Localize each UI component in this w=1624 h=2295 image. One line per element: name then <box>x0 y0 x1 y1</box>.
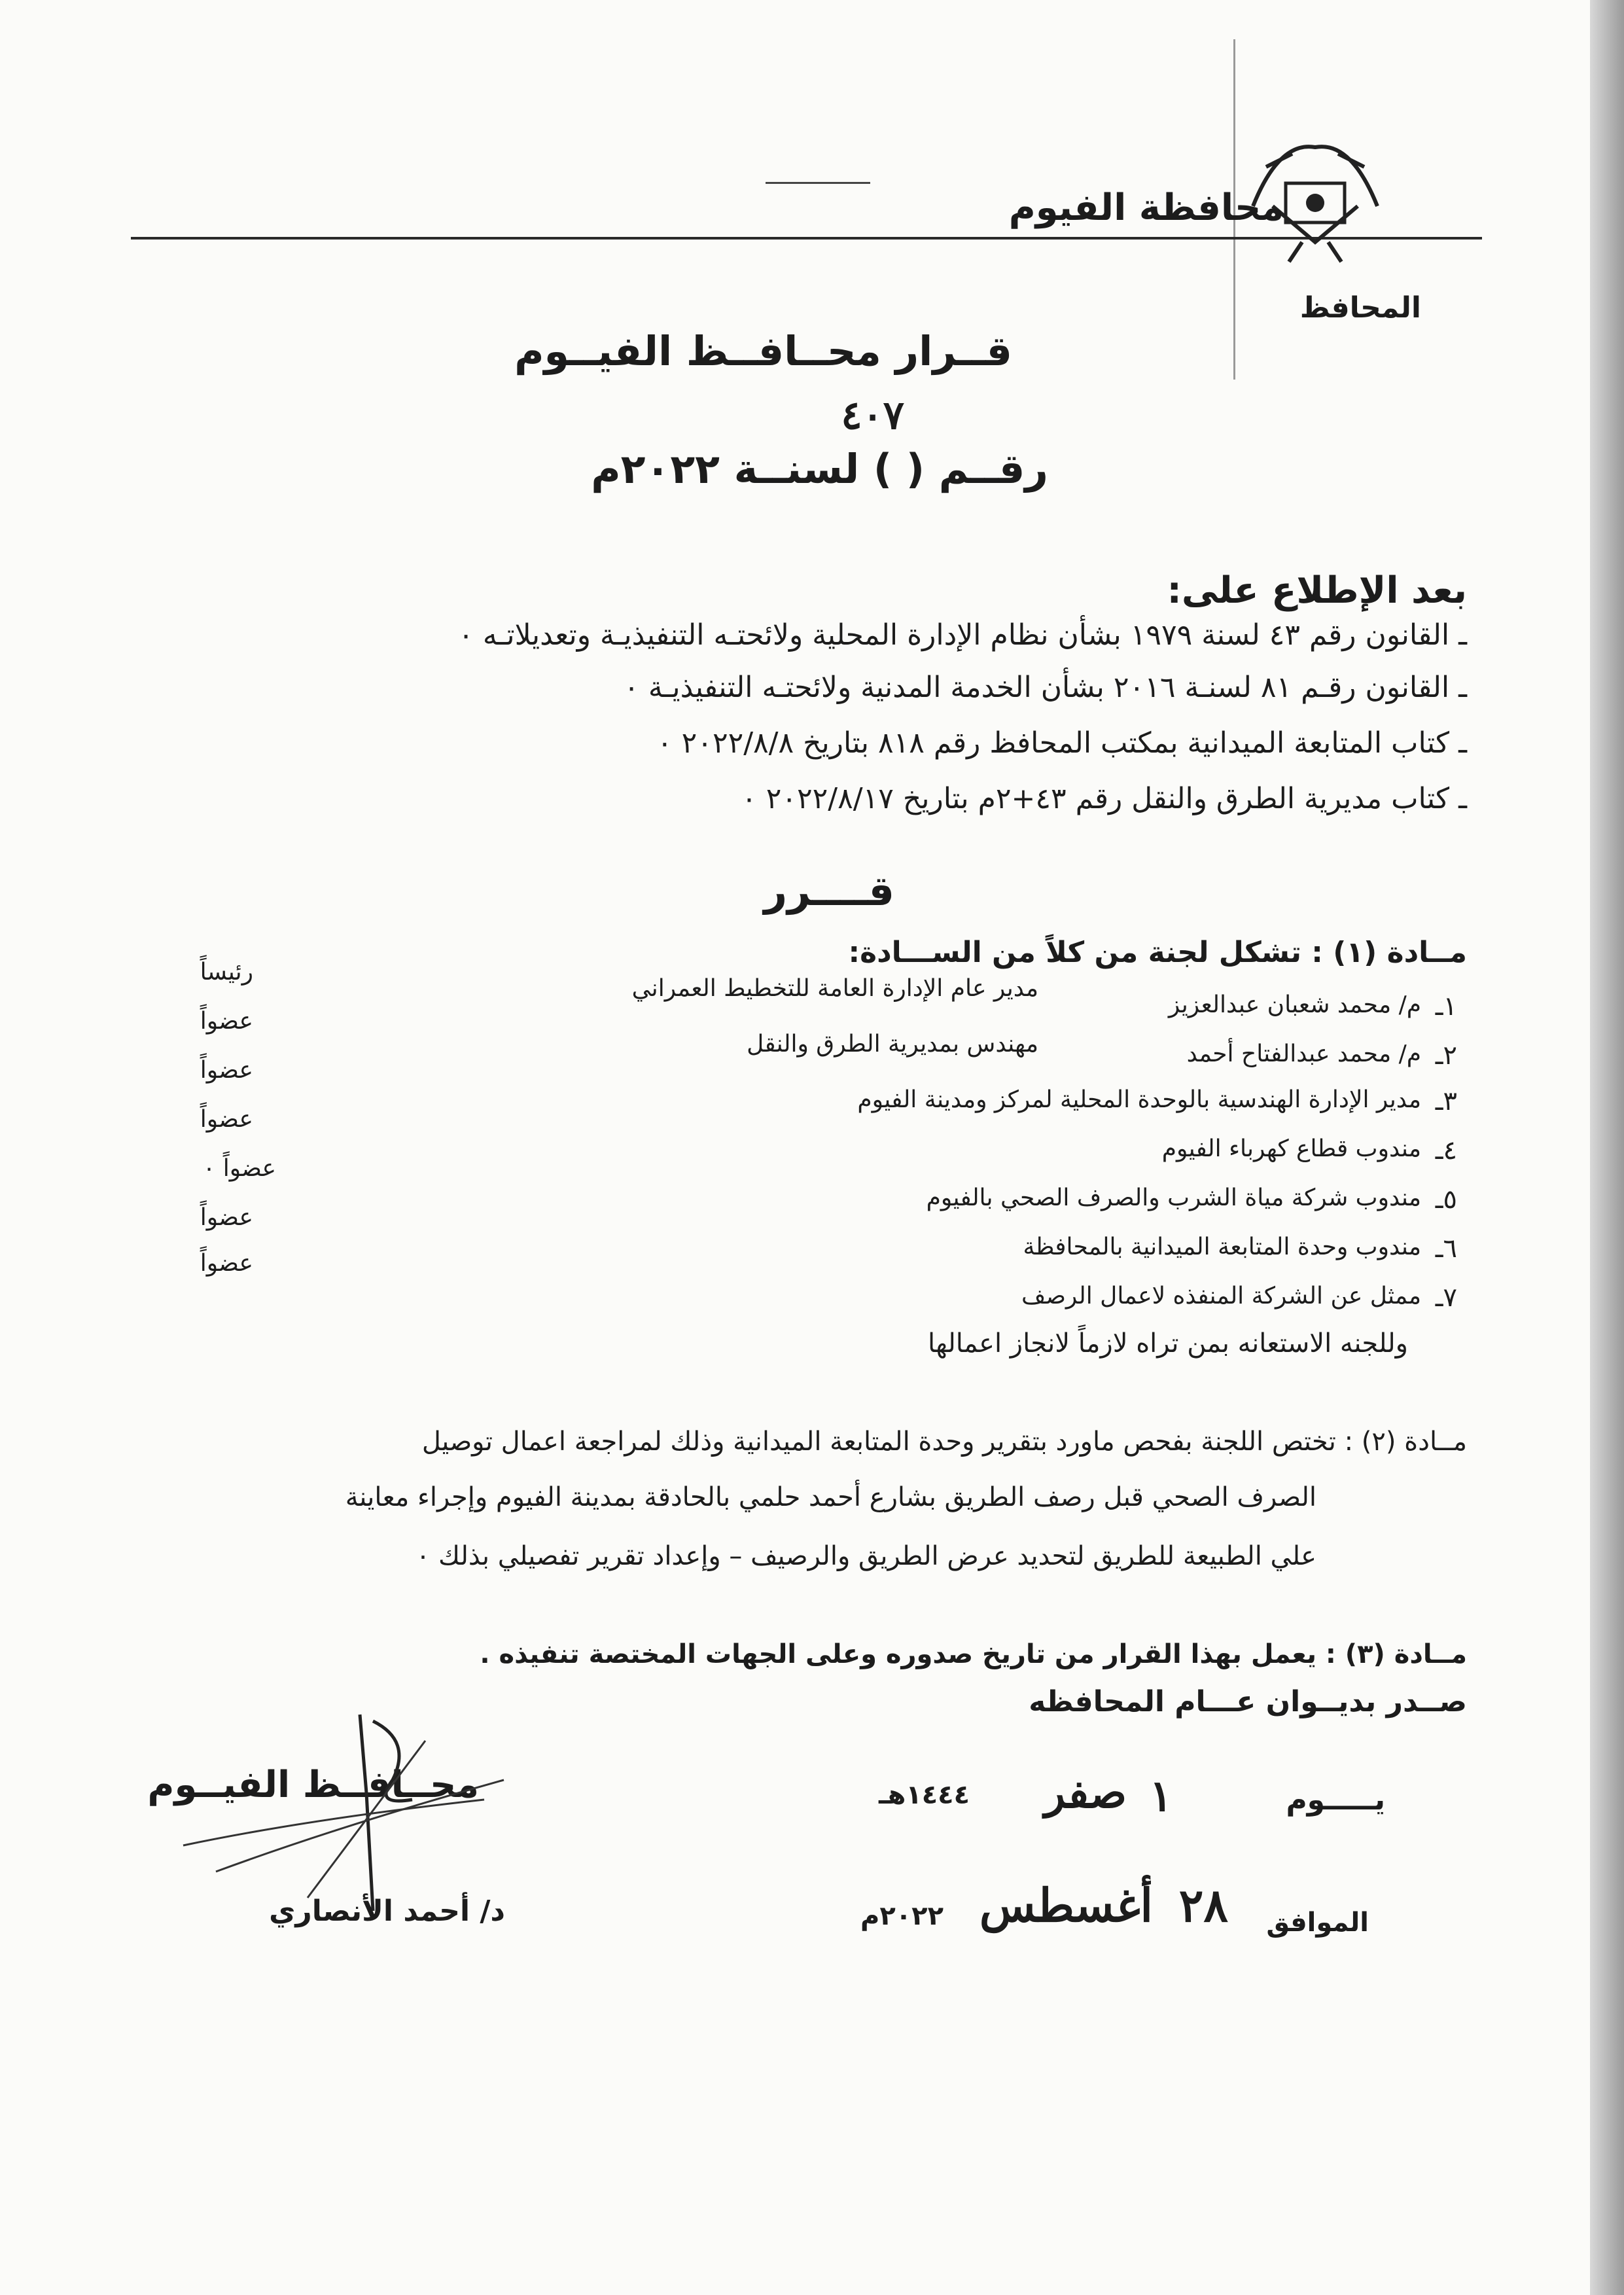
member-title: مندوب قطاع كهرباء الفيوم <box>1161 1135 1421 1162</box>
member-role: عضواً <box>200 1008 253 1035</box>
article-1-label: مــادة (١) : تشكل لجنة من كلاً من الســـادة: <box>848 936 1467 969</box>
article-3-text: مــادة (٣) : يعمل بهذا القرار من تاريخ صدوره وعلى الجهات المختصة تنفيذه . <box>480 1639 1467 1669</box>
hijri-month-handwritten: صفر <box>1044 1767 1127 1818</box>
article-2-line: الصرف الصحي قبل رصف الطريق بشارع أحمد حلمي بالحادقة بمدينة الفيوم وإجراء معاينة <box>345 1482 1316 1512</box>
member-num: ٧ـ <box>1435 1283 1457 1313</box>
member-role: عضواً ٠ <box>202 1155 276 1182</box>
issued-line: صــدر بديــوان عـــام المحافظه <box>1029 1685 1467 1718</box>
member-name: م/ محمد عبدالفتاح أحمد <box>1186 1041 1421 1067</box>
signatory-name: د/ أحمد الأنصاري <box>269 1895 505 1928</box>
member-title: مندوب شركة مياة الشرب والصرف الصحي بالفيوم <box>926 1184 1421 1211</box>
header-office: المحافظ <box>1299 291 1421 325</box>
preamble-item: ـ القانون رقم ٤٣ لسنة ١٩٧٩ بشأن نظام الإدارة المحلية ولائحتـه التنفيذيـة وتعديلاتـه ٠ <box>458 618 1467 652</box>
member-title: مهندس بمديرية الطرق والنقل <box>747 1031 1038 1058</box>
article-2-line: علي الطبيعة للطريق لتحديد عرض الطريق والرصيف – وإعداد تقرير تفصيلي بذلك ٠ <box>415 1541 1316 1571</box>
member-num: ١ـ <box>1435 991 1457 1022</box>
article-1-note: وللجنه الاستعانه بمن تراه لازماً لانجاز اعمالها <box>927 1328 1408 1359</box>
decree-title: قــرار محــافــظ الفيــوم <box>514 327 1012 375</box>
gregorian-month-handwritten: أغسطس <box>979 1878 1153 1932</box>
article-2-line: مــادة (٢) : تختص اللجنة بفحص ماورد بتقرير وحدة المتابعة الميدانية وذلك لمراجعة اعمال توصيل <box>421 1427 1467 1457</box>
decision-word: قــــرر <box>764 867 894 915</box>
member-role: عضواً <box>200 1250 253 1277</box>
hijri-year: ١٤٤٤هـ <box>878 1780 970 1810</box>
member-role: عضواً <box>200 1204 253 1231</box>
decree-number-handwritten: ٤٠٧ <box>841 393 904 438</box>
member-num: ٣ـ <box>1435 1086 1457 1116</box>
preamble-item: ـ كتاب مديرية الطرق والنقل رقم ٤٣+٢م بتاريخ ٢٠٢٢/٨/١٧ ٠ <box>741 782 1467 815</box>
member-role: عضواً <box>200 1106 253 1133</box>
scan-edge-shadow <box>1590 0 1624 2295</box>
signatory-title: محــافــظ الفيــوم <box>147 1764 479 1806</box>
member-num: ٥ـ <box>1435 1184 1457 1215</box>
gregorian-year: ٢٠٢٢م <box>860 1901 944 1931</box>
preamble-heading: بعد الإطلاع على: <box>1167 569 1467 612</box>
hijri-day-handwritten: ١ <box>1149 1770 1173 1821</box>
hijri-date-prefix: يـــــوم <box>1286 1783 1385 1817</box>
member-num: ٦ـ <box>1435 1234 1457 1264</box>
preamble-item: ـ القانون رقـم ٨١ لسنـة ٢٠١٦ بشأن الخدمة المدنية ولائحتـه التنفيذيـة ٠ <box>624 671 1467 704</box>
gregorian-day-handwritten: ٢٨ <box>1178 1878 1228 1932</box>
member-num: ٢ـ <box>1435 1041 1457 1071</box>
gregorian-date-prefix: الموافق <box>1266 1908 1369 1938</box>
header-org: محافظة الفيوم <box>1008 187 1284 229</box>
member-name: م/ محمد شعبان عبدالعزيز <box>1168 991 1421 1018</box>
member-num: ٤ـ <box>1435 1135 1457 1165</box>
member-title: مدير الإدارة الهندسية بالوحدة المحلية لمركز ومدينة الفيوم <box>857 1086 1421 1113</box>
member-title: مدير عام الإدارة العامة للتخطيط العمراني <box>631 975 1038 1002</box>
preamble-item: ـ كتاب المتابعة الميدانية بمكتب المحافظ رقم ٨١٨ بتاريخ ٢٠٢٢/٨/٨ ٠ <box>657 726 1467 760</box>
member-role: رئيساً <box>200 959 253 986</box>
member-role: عضواً <box>200 1057 253 1084</box>
member-title: ممثل عن الشركة المنفذه لاعمال الرصف <box>1021 1283 1421 1309</box>
scan-mark <box>766 182 870 184</box>
decree-number-line: رقــم ( ) لسنــة ٢٠٢٢م <box>591 445 1048 493</box>
member-title: مندوب وحدة المتابعة الميدانية بالمحافظة <box>1023 1234 1421 1260</box>
